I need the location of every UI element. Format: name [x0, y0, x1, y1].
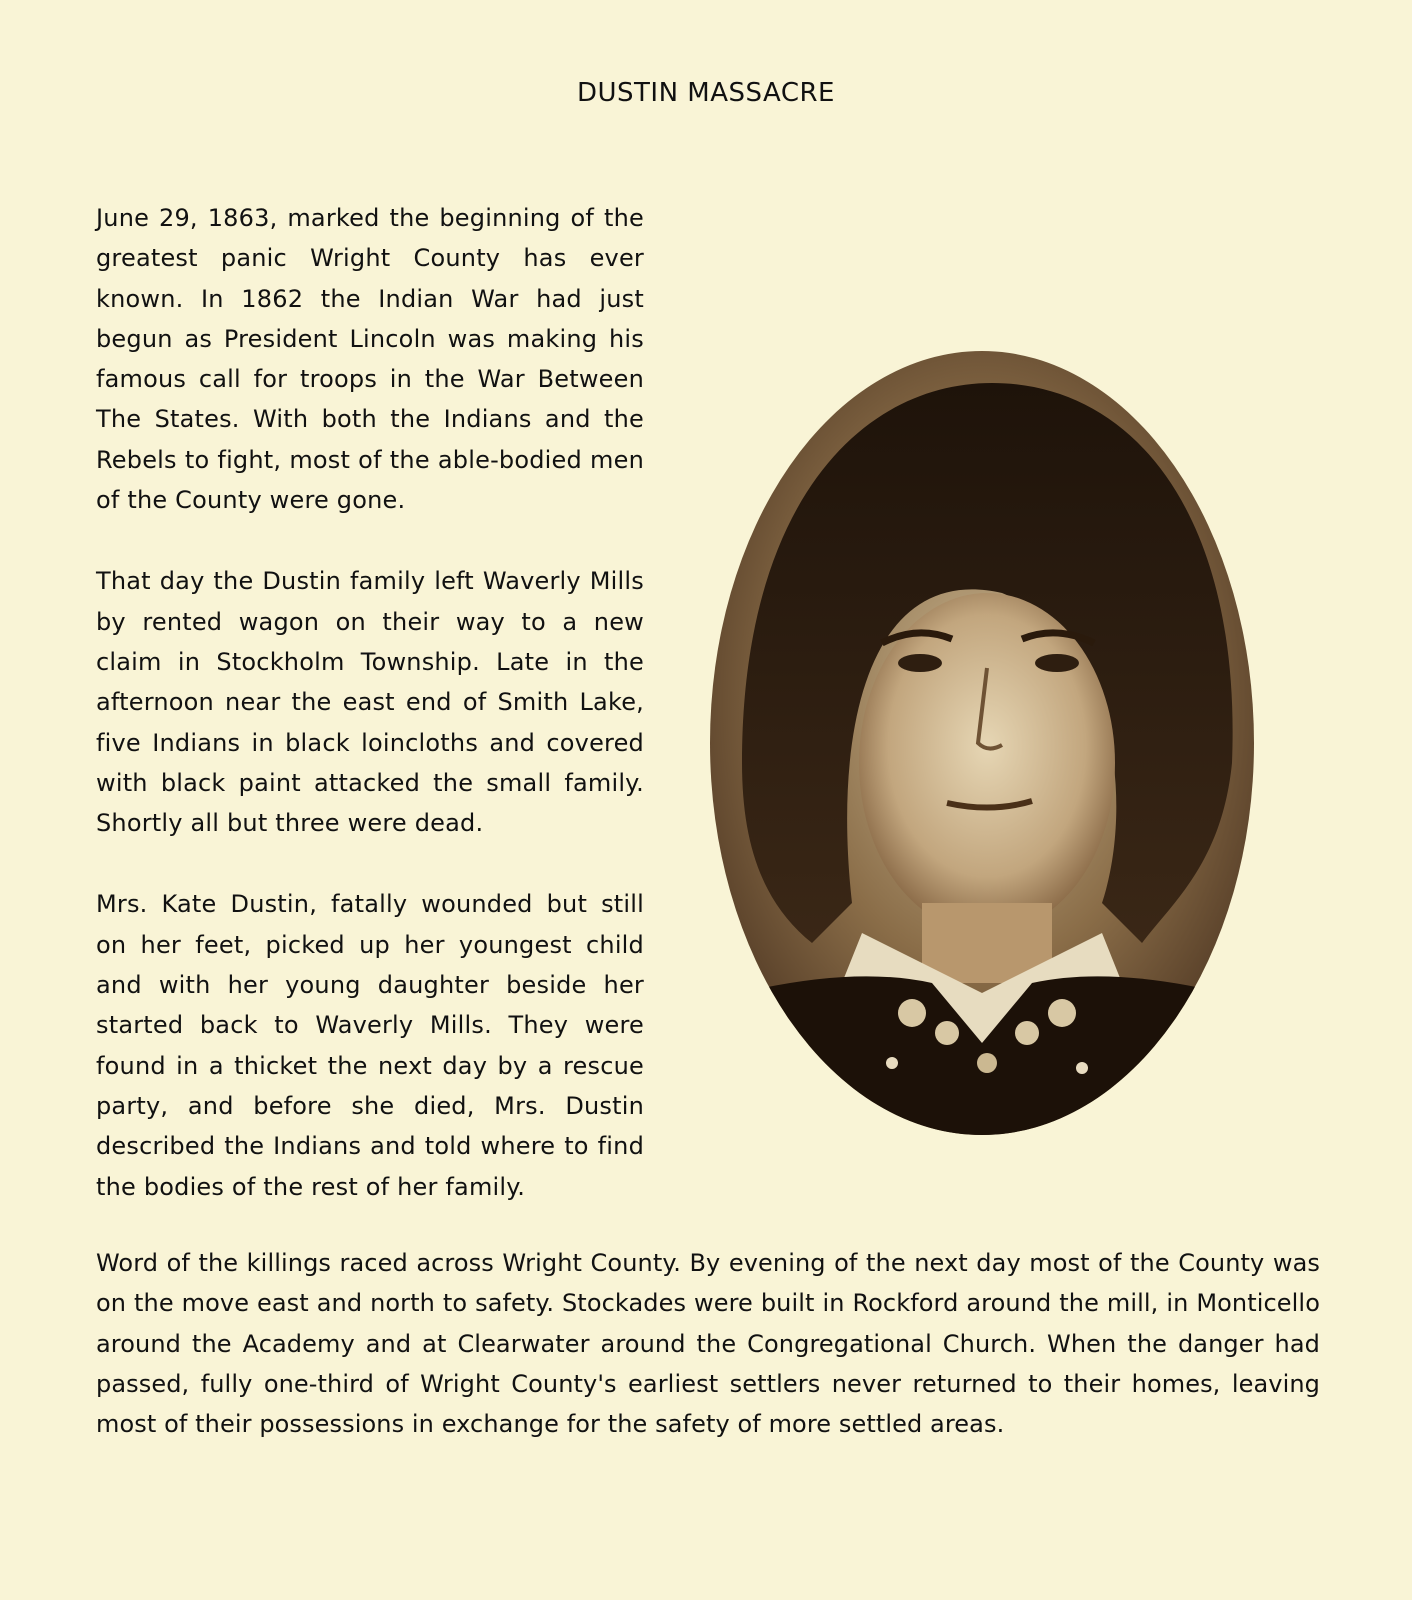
- left-column: [96, 198, 644, 1207]
- page-title: DUSTIN MASSACRE: [576, 78, 835, 108]
- paragraph-2: That day the Dustin family left Waverly Mills by rented wagon on their way to a new claim in Stockholm Township. Late in the afternoon near the east end of Smith Lake, five Indians in black loincloths and covered with black paint attacked the small family. Shortly all but three were dead.: [96, 567, 644, 838]
- paragraph-1: June 29, 1863, marked the beginning of the greatest panic Wright County has ever known. In 1862 the Indian War had just begun as President Lincoln was making his famous call for troops in the War Between The States. With both the Indians and the Rebels to fight, most of the able-bodied men of the County were gone.: [96, 204, 644, 515]
- closing-paragraph: Word of the killings raced across Wright County. By evening of the next day most of the County was on the move east and north to safety. Stockades were built in Rockford around the mill, in Monticello around the Academy and at Clearwater around the Congregational Church. When the danger had passed, fully one-third of Wright County's earliest settlers never returned to their homes, leaving most of their possessions in exchange for the safety of more settled areas.: [96, 1249, 1320, 1439]
- portrait-photo: [702, 343, 1262, 1143]
- portrait-oval-image: [702, 343, 1262, 1143]
- paragraph-3: Mrs. Kate Dustin, fatally wounded but still on her feet, picked up her youngest child and with her young daughter beside her started back to Waverly Mills. They were found in a thicket the next day by a rescue party, and before she died, Mrs. Dustin described the Indians and told where to find the bodies of the rest of her family.: [96, 890, 644, 1201]
